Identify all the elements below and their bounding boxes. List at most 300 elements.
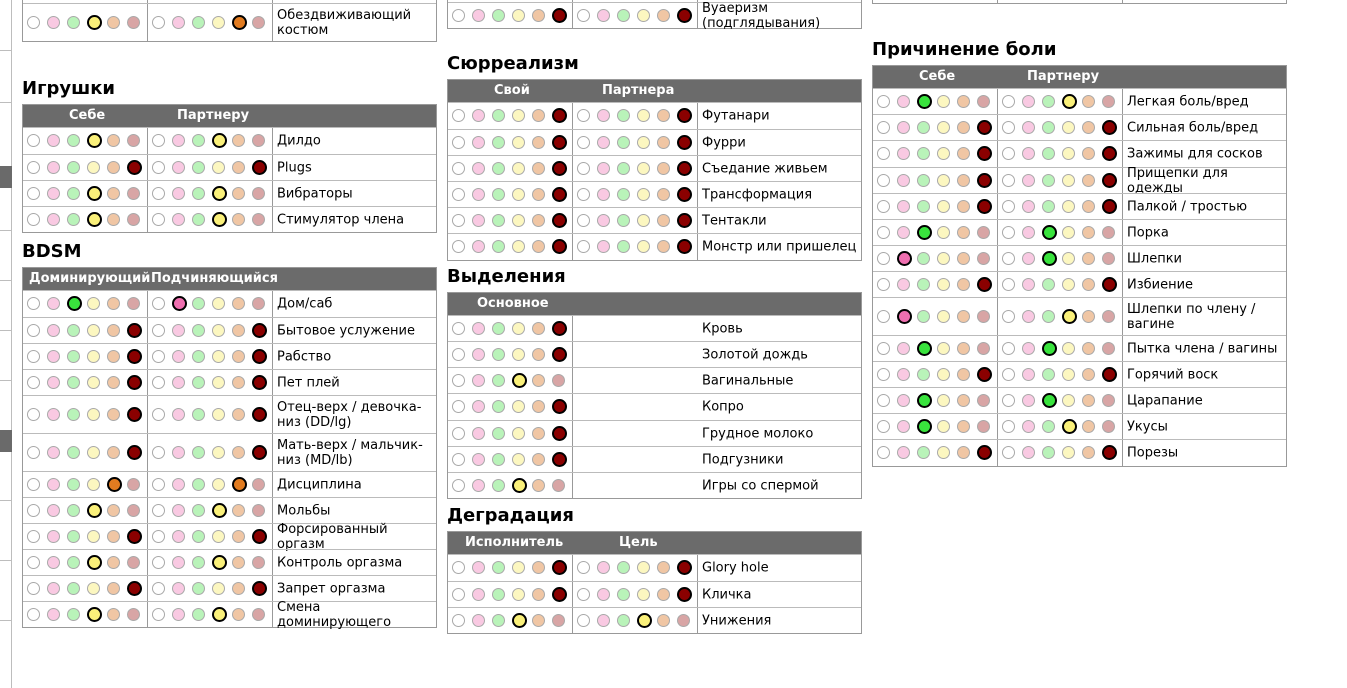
rating-dot-like[interactable] bbox=[917, 310, 930, 323]
rating-dot-okay[interactable] bbox=[512, 188, 525, 201]
rating-dot-favorite[interactable] bbox=[47, 16, 60, 29]
rating-dot-like[interactable] bbox=[917, 368, 930, 381]
rating-dot-maybe[interactable] bbox=[1082, 342, 1095, 355]
rating-dot-no[interactable] bbox=[552, 560, 567, 575]
rating-dot-no[interactable] bbox=[1102, 394, 1115, 407]
rating-dot-skip[interactable] bbox=[27, 408, 40, 421]
rating-dot-favorite[interactable] bbox=[172, 446, 185, 459]
rating-dot-favorite[interactable] bbox=[47, 408, 60, 421]
rating-dot-maybe[interactable] bbox=[532, 427, 545, 440]
rating-dot-no[interactable] bbox=[127, 375, 142, 390]
rating-dot-like[interactable] bbox=[1042, 121, 1055, 134]
rating-dot-favorite[interactable] bbox=[47, 134, 60, 147]
rating-dot-like[interactable] bbox=[67, 324, 80, 337]
rating-dot-maybe[interactable] bbox=[957, 368, 970, 381]
rating-dot-like[interactable] bbox=[492, 453, 505, 466]
rating-dot-favorite[interactable] bbox=[472, 374, 485, 387]
rating-dot-no[interactable] bbox=[252, 445, 267, 460]
rating-dot-okay[interactable] bbox=[1062, 226, 1075, 239]
rating-dot-skip[interactable] bbox=[1002, 420, 1015, 433]
rating-dot-like[interactable] bbox=[917, 393, 932, 408]
rating-dot-favorite[interactable] bbox=[1022, 342, 1035, 355]
rating-dot-maybe[interactable] bbox=[107, 556, 120, 569]
rating-dot-like[interactable] bbox=[492, 614, 505, 627]
rating-dot-skip[interactable] bbox=[1002, 121, 1015, 134]
rating-dot-okay[interactable] bbox=[1062, 309, 1077, 324]
rating-dot-skip[interactable] bbox=[577, 109, 590, 122]
rating-dot-no[interactable] bbox=[552, 399, 567, 414]
rating-dot-maybe[interactable] bbox=[532, 322, 545, 335]
rating-dot-skip[interactable] bbox=[27, 324, 40, 337]
rating-dot-okay[interactable] bbox=[512, 348, 525, 361]
rating-dot-maybe[interactable] bbox=[107, 477, 122, 492]
rating-dot-maybe[interactable] bbox=[1082, 121, 1095, 134]
rating-dot-no[interactable] bbox=[1102, 252, 1115, 265]
rating-dot-favorite[interactable] bbox=[472, 427, 485, 440]
rating-dot-favorite[interactable] bbox=[172, 556, 185, 569]
rating-dot-like[interactable] bbox=[917, 419, 932, 434]
rating-dot-favorite[interactable] bbox=[1022, 310, 1035, 323]
rating-dot-like[interactable] bbox=[917, 200, 930, 213]
rating-dot-skip[interactable] bbox=[452, 479, 465, 492]
rating-dot-favorite[interactable] bbox=[472, 588, 485, 601]
rating-dot-like[interactable] bbox=[192, 350, 205, 363]
rating-dot-maybe[interactable] bbox=[532, 588, 545, 601]
rating-dot-okay[interactable] bbox=[637, 240, 650, 253]
rating-dot-maybe[interactable] bbox=[1082, 252, 1095, 265]
rating-dot-skip[interactable] bbox=[152, 134, 165, 147]
rating-dot-like[interactable] bbox=[67, 556, 80, 569]
rating-dot-no[interactable] bbox=[552, 587, 567, 602]
rating-dot-no[interactable] bbox=[552, 213, 567, 228]
rating-dot-no[interactable] bbox=[552, 8, 567, 23]
rating-dot-favorite[interactable] bbox=[897, 251, 912, 266]
rating-dot-like[interactable] bbox=[192, 213, 205, 226]
rating-dot-okay[interactable] bbox=[212, 324, 225, 337]
rating-dot-no[interactable] bbox=[977, 342, 990, 355]
rating-dot-like[interactable] bbox=[1042, 420, 1055, 433]
rating-dot-no[interactable] bbox=[252, 504, 265, 517]
rating-dot-favorite[interactable] bbox=[47, 446, 60, 459]
rating-dot-like[interactable] bbox=[67, 350, 80, 363]
rating-dot-maybe[interactable] bbox=[657, 136, 670, 149]
rating-dot-okay[interactable] bbox=[937, 420, 950, 433]
rating-dot-skip[interactable] bbox=[27, 608, 40, 621]
rating-dot-like[interactable] bbox=[67, 134, 80, 147]
rating-dot-skip[interactable] bbox=[577, 162, 590, 175]
rating-dot-maybe[interactable] bbox=[232, 556, 245, 569]
rating-dot-no[interactable] bbox=[1102, 226, 1115, 239]
rating-dot-skip[interactable] bbox=[877, 147, 890, 160]
rating-dot-favorite[interactable] bbox=[47, 297, 60, 310]
rating-dot-favorite[interactable] bbox=[47, 608, 60, 621]
rating-dot-maybe[interactable] bbox=[1082, 278, 1095, 291]
rating-dot-like[interactable] bbox=[617, 561, 630, 574]
rating-dot-okay[interactable] bbox=[212, 555, 227, 570]
rating-dot-okay[interactable] bbox=[212, 408, 225, 421]
rating-dot-okay[interactable] bbox=[1062, 419, 1077, 434]
rating-dot-like[interactable] bbox=[67, 478, 80, 491]
rating-dot-skip[interactable] bbox=[1002, 147, 1015, 160]
rating-dot-favorite[interactable] bbox=[472, 614, 485, 627]
rating-dot-maybe[interactable] bbox=[657, 614, 670, 627]
rating-dot-okay[interactable] bbox=[937, 147, 950, 160]
rating-dot-favorite[interactable] bbox=[1022, 121, 1035, 134]
rating-dot-skip[interactable] bbox=[452, 400, 465, 413]
rating-dot-like[interactable] bbox=[1042, 225, 1057, 240]
rating-dot-okay[interactable] bbox=[212, 478, 225, 491]
rating-dot-skip[interactable] bbox=[152, 504, 165, 517]
rating-dot-favorite[interactable] bbox=[897, 342, 910, 355]
rating-dot-no[interactable] bbox=[127, 349, 142, 364]
rating-dot-like[interactable] bbox=[492, 479, 505, 492]
rating-dot-like[interactable] bbox=[67, 213, 80, 226]
rating-dot-favorite[interactable] bbox=[897, 174, 910, 187]
rating-dot-no[interactable] bbox=[977, 146, 992, 161]
rating-dot-skip[interactable] bbox=[452, 322, 465, 335]
rating-dot-favorite[interactable] bbox=[172, 187, 185, 200]
rating-dot-no[interactable] bbox=[552, 479, 565, 492]
rating-dot-no[interactable] bbox=[1102, 173, 1117, 188]
rating-dot-skip[interactable] bbox=[877, 368, 890, 381]
rating-dot-skip[interactable] bbox=[152, 530, 165, 543]
rating-dot-like[interactable] bbox=[192, 161, 205, 174]
rating-dot-maybe[interactable] bbox=[107, 16, 120, 29]
rating-dot-like[interactable] bbox=[917, 174, 930, 187]
rating-dot-like[interactable] bbox=[917, 252, 930, 265]
rating-dot-maybe[interactable] bbox=[532, 162, 545, 175]
rating-dot-favorite[interactable] bbox=[172, 582, 185, 595]
rating-dot-okay[interactable] bbox=[937, 121, 950, 134]
rating-dot-okay[interactable] bbox=[512, 214, 525, 227]
rating-dot-skip[interactable] bbox=[152, 187, 165, 200]
rating-dot-like[interactable] bbox=[917, 278, 930, 291]
rating-dot-okay[interactable] bbox=[212, 186, 227, 201]
rating-dot-okay[interactable] bbox=[512, 322, 525, 335]
rating-dot-like[interactable] bbox=[617, 614, 630, 627]
rating-dot-skip[interactable] bbox=[152, 408, 165, 421]
rating-dot-maybe[interactable] bbox=[532, 561, 545, 574]
rating-dot-like[interactable] bbox=[1042, 278, 1055, 291]
rating-dot-skip[interactable] bbox=[577, 188, 590, 201]
rating-dot-skip[interactable] bbox=[452, 214, 465, 227]
rating-dot-maybe[interactable] bbox=[232, 15, 247, 30]
rating-dot-okay[interactable] bbox=[87, 582, 100, 595]
rating-dot-okay[interactable] bbox=[637, 561, 650, 574]
rating-dot-okay[interactable] bbox=[212, 607, 227, 622]
rating-dot-skip[interactable] bbox=[452, 588, 465, 601]
rating-dot-skip[interactable] bbox=[877, 342, 890, 355]
rating-dot-favorite[interactable] bbox=[172, 296, 187, 311]
rating-dot-okay[interactable] bbox=[212, 297, 225, 310]
rating-dot-skip[interactable] bbox=[452, 109, 465, 122]
rating-dot-maybe[interactable] bbox=[232, 324, 245, 337]
rating-dot-like[interactable] bbox=[492, 109, 505, 122]
rating-dot-like[interactable] bbox=[617, 214, 630, 227]
rating-dot-favorite[interactable] bbox=[172, 608, 185, 621]
rating-dot-favorite[interactable] bbox=[897, 394, 910, 407]
rating-dot-no[interactable] bbox=[127, 160, 142, 175]
rating-dot-maybe[interactable] bbox=[532, 9, 545, 22]
rating-dot-favorite[interactable] bbox=[47, 504, 60, 517]
rating-dot-skip[interactable] bbox=[27, 213, 40, 226]
rating-dot-okay[interactable] bbox=[87, 186, 102, 201]
rating-dot-like[interactable] bbox=[67, 608, 80, 621]
rating-dot-maybe[interactable] bbox=[532, 348, 545, 361]
rating-dot-maybe[interactable] bbox=[957, 174, 970, 187]
rating-dot-okay[interactable] bbox=[512, 240, 525, 253]
rating-dot-no[interactable] bbox=[252, 556, 265, 569]
rating-dot-okay[interactable] bbox=[1062, 200, 1075, 213]
rating-dot-maybe[interactable] bbox=[232, 504, 245, 517]
rating-dot-like[interactable] bbox=[492, 214, 505, 227]
rating-dot-maybe[interactable] bbox=[232, 446, 245, 459]
rating-dot-no[interactable] bbox=[127, 187, 140, 200]
rating-dot-no[interactable] bbox=[127, 445, 142, 460]
rating-dot-like[interactable] bbox=[67, 530, 80, 543]
rating-dot-favorite[interactable] bbox=[172, 134, 185, 147]
rating-dot-okay[interactable] bbox=[212, 446, 225, 459]
rating-dot-okay[interactable] bbox=[637, 588, 650, 601]
rating-dot-okay[interactable] bbox=[212, 530, 225, 543]
rating-dot-maybe[interactable] bbox=[107, 297, 120, 310]
rating-dot-okay[interactable] bbox=[637, 136, 650, 149]
rating-dot-okay[interactable] bbox=[937, 310, 950, 323]
rating-dot-no[interactable] bbox=[677, 135, 692, 150]
rating-dot-skip[interactable] bbox=[152, 556, 165, 569]
rating-dot-favorite[interactable] bbox=[1022, 252, 1035, 265]
rating-dot-favorite[interactable] bbox=[472, 348, 485, 361]
rating-dot-no[interactable] bbox=[552, 452, 567, 467]
rating-dot-like[interactable] bbox=[192, 187, 205, 200]
rating-dot-skip[interactable] bbox=[452, 240, 465, 253]
rating-dot-favorite[interactable] bbox=[597, 588, 610, 601]
rating-dot-maybe[interactable] bbox=[232, 187, 245, 200]
rating-dot-favorite[interactable] bbox=[1022, 394, 1035, 407]
rating-dot-maybe[interactable] bbox=[1082, 226, 1095, 239]
rating-dot-okay[interactable] bbox=[212, 350, 225, 363]
rating-dot-skip[interactable] bbox=[27, 446, 40, 459]
rating-dot-no[interactable] bbox=[677, 239, 692, 254]
rating-dot-maybe[interactable] bbox=[957, 446, 970, 459]
rating-dot-okay[interactable] bbox=[512, 613, 527, 628]
rating-dot-favorite[interactable] bbox=[1022, 446, 1035, 459]
rating-dot-maybe[interactable] bbox=[107, 187, 120, 200]
rating-dot-no[interactable] bbox=[977, 310, 990, 323]
rating-dot-okay[interactable] bbox=[937, 394, 950, 407]
rating-dot-skip[interactable] bbox=[152, 297, 165, 310]
rating-dot-maybe[interactable] bbox=[107, 213, 120, 226]
rating-dot-no[interactable] bbox=[977, 420, 990, 433]
rating-dot-no[interactable] bbox=[1102, 445, 1117, 460]
rating-dot-okay[interactable] bbox=[1062, 368, 1075, 381]
rating-dot-maybe[interactable] bbox=[232, 376, 245, 389]
rating-dot-skip[interactable] bbox=[577, 614, 590, 627]
rating-dot-okay[interactable] bbox=[937, 226, 950, 239]
rating-dot-no[interactable] bbox=[252, 407, 267, 422]
rating-dot-like[interactable] bbox=[917, 341, 932, 356]
rating-dot-no[interactable] bbox=[977, 394, 990, 407]
rating-dot-like[interactable] bbox=[1042, 147, 1055, 160]
rating-dot-favorite[interactable] bbox=[597, 162, 610, 175]
rating-dot-maybe[interactable] bbox=[107, 376, 120, 389]
rating-dot-maybe[interactable] bbox=[657, 240, 670, 253]
rating-dot-okay[interactable] bbox=[937, 342, 950, 355]
rating-dot-no[interactable] bbox=[977, 277, 992, 292]
rating-dot-maybe[interactable] bbox=[107, 504, 120, 517]
rating-dot-no[interactable] bbox=[977, 367, 992, 382]
rating-dot-skip[interactable] bbox=[452, 453, 465, 466]
rating-dot-like[interactable] bbox=[617, 588, 630, 601]
rating-dot-maybe[interactable] bbox=[957, 420, 970, 433]
rating-dot-favorite[interactable] bbox=[172, 478, 185, 491]
rating-dot-skip[interactable] bbox=[1002, 310, 1015, 323]
rating-dot-maybe[interactable] bbox=[532, 188, 545, 201]
rating-dot-no[interactable] bbox=[252, 134, 265, 147]
rating-dot-favorite[interactable] bbox=[472, 400, 485, 413]
rating-dot-favorite[interactable] bbox=[47, 530, 60, 543]
rating-dot-okay[interactable] bbox=[212, 376, 225, 389]
rating-dot-like[interactable] bbox=[192, 556, 205, 569]
rating-dot-favorite[interactable] bbox=[472, 162, 485, 175]
rating-dot-like[interactable] bbox=[67, 16, 80, 29]
rating-dot-like[interactable] bbox=[492, 348, 505, 361]
rating-dot-okay[interactable] bbox=[637, 9, 650, 22]
rating-dot-maybe[interactable] bbox=[532, 240, 545, 253]
rating-dot-skip[interactable] bbox=[577, 588, 590, 601]
rating-dot-skip[interactable] bbox=[1002, 95, 1015, 108]
rating-dot-no[interactable] bbox=[552, 187, 567, 202]
rating-dot-okay[interactable] bbox=[937, 368, 950, 381]
rating-dot-skip[interactable] bbox=[27, 556, 40, 569]
rating-dot-skip[interactable] bbox=[1002, 226, 1015, 239]
rating-dot-like[interactable] bbox=[192, 297, 205, 310]
rating-dot-favorite[interactable] bbox=[597, 136, 610, 149]
rating-dot-no[interactable] bbox=[977, 120, 992, 135]
rating-dot-no[interactable] bbox=[1102, 420, 1115, 433]
rating-dot-okay[interactable] bbox=[87, 503, 102, 518]
rating-dot-like[interactable] bbox=[492, 400, 505, 413]
rating-dot-okay[interactable] bbox=[1062, 394, 1075, 407]
rating-dot-no[interactable] bbox=[977, 445, 992, 460]
rating-dot-no[interactable] bbox=[677, 108, 692, 123]
rating-dot-no[interactable] bbox=[677, 213, 692, 228]
rating-dot-skip[interactable] bbox=[577, 240, 590, 253]
rating-dot-okay[interactable] bbox=[87, 478, 100, 491]
rating-dot-favorite[interactable] bbox=[897, 420, 910, 433]
rating-dot-okay[interactable] bbox=[512, 561, 525, 574]
rating-dot-like[interactable] bbox=[917, 225, 932, 240]
rating-dot-no[interactable] bbox=[552, 374, 565, 387]
rating-dot-no[interactable] bbox=[252, 349, 267, 364]
rating-dot-skip[interactable] bbox=[27, 134, 40, 147]
rating-dot-skip[interactable] bbox=[577, 136, 590, 149]
rating-dot-favorite[interactable] bbox=[172, 16, 185, 29]
rating-dot-maybe[interactable] bbox=[957, 121, 970, 134]
rating-dot-like[interactable] bbox=[192, 408, 205, 421]
rating-dot-no[interactable] bbox=[977, 173, 992, 188]
rating-dot-no[interactable] bbox=[677, 8, 692, 23]
rating-dot-no[interactable] bbox=[252, 581, 267, 596]
rating-dot-okay[interactable] bbox=[637, 162, 650, 175]
rating-dot-like[interactable] bbox=[917, 94, 932, 109]
rating-dot-like[interactable] bbox=[1042, 393, 1057, 408]
rating-dot-skip[interactable] bbox=[452, 188, 465, 201]
rating-dot-no[interactable] bbox=[677, 560, 692, 575]
rating-dot-favorite[interactable] bbox=[472, 136, 485, 149]
rating-dot-skip[interactable] bbox=[152, 478, 165, 491]
rating-dot-favorite[interactable] bbox=[47, 478, 60, 491]
rating-dot-skip[interactable] bbox=[1002, 368, 1015, 381]
rating-dot-skip[interactable] bbox=[877, 252, 890, 265]
rating-dot-like[interactable] bbox=[492, 136, 505, 149]
rating-dot-no[interactable] bbox=[977, 252, 990, 265]
rating-dot-skip[interactable] bbox=[452, 136, 465, 149]
rating-dot-skip[interactable] bbox=[152, 582, 165, 595]
rating-dot-no[interactable] bbox=[127, 297, 140, 310]
rating-dot-favorite[interactable] bbox=[172, 213, 185, 226]
rating-dot-no[interactable] bbox=[677, 187, 692, 202]
rating-dot-no[interactable] bbox=[552, 161, 567, 176]
rating-dot-like[interactable] bbox=[492, 427, 505, 440]
rating-dot-okay[interactable] bbox=[512, 400, 525, 413]
rating-dot-maybe[interactable] bbox=[532, 214, 545, 227]
rating-dot-okay[interactable] bbox=[512, 109, 525, 122]
rating-dot-like[interactable] bbox=[917, 121, 930, 134]
rating-dot-like[interactable] bbox=[492, 561, 505, 574]
rating-dot-like[interactable] bbox=[917, 147, 930, 160]
rating-dot-favorite[interactable] bbox=[472, 479, 485, 492]
rating-dot-maybe[interactable] bbox=[657, 9, 670, 22]
rating-dot-skip[interactable] bbox=[1002, 394, 1015, 407]
rating-dot-skip[interactable] bbox=[452, 427, 465, 440]
rating-dot-skip[interactable] bbox=[1002, 278, 1015, 291]
rating-dot-maybe[interactable] bbox=[232, 350, 245, 363]
rating-dot-like[interactable] bbox=[192, 478, 205, 491]
rating-dot-favorite[interactable] bbox=[47, 324, 60, 337]
rating-dot-okay[interactable] bbox=[87, 446, 100, 459]
rating-dot-maybe[interactable] bbox=[1082, 147, 1095, 160]
rating-dot-favorite[interactable] bbox=[1022, 174, 1035, 187]
rating-dot-okay[interactable] bbox=[937, 200, 950, 213]
rating-dot-favorite[interactable] bbox=[472, 188, 485, 201]
rating-dot-skip[interactable] bbox=[27, 16, 40, 29]
rating-dot-maybe[interactable] bbox=[107, 608, 120, 621]
rating-dot-okay[interactable] bbox=[1062, 94, 1077, 109]
rating-dot-favorite[interactable] bbox=[47, 161, 60, 174]
rating-dot-favorite[interactable] bbox=[597, 188, 610, 201]
rating-dot-okay[interactable] bbox=[87, 161, 100, 174]
rating-dot-maybe[interactable] bbox=[107, 582, 120, 595]
rating-dot-okay[interactable] bbox=[87, 376, 100, 389]
rating-dot-no[interactable] bbox=[127, 407, 142, 422]
rating-dot-favorite[interactable] bbox=[897, 95, 910, 108]
rating-dot-okay[interactable] bbox=[937, 446, 950, 459]
rating-dot-favorite[interactable] bbox=[172, 324, 185, 337]
rating-dot-skip[interactable] bbox=[152, 161, 165, 174]
rating-dot-skip[interactable] bbox=[1002, 252, 1015, 265]
rating-dot-skip[interactable] bbox=[152, 376, 165, 389]
rating-dot-no[interactable] bbox=[977, 226, 990, 239]
rating-dot-maybe[interactable] bbox=[232, 477, 247, 492]
rating-dot-favorite[interactable] bbox=[897, 147, 910, 160]
rating-dot-skip[interactable] bbox=[877, 121, 890, 134]
rating-dot-favorite[interactable] bbox=[47, 376, 60, 389]
rating-dot-okay[interactable] bbox=[87, 212, 102, 227]
rating-dot-okay[interactable] bbox=[637, 214, 650, 227]
rating-dot-okay[interactable] bbox=[637, 188, 650, 201]
rating-dot-okay[interactable] bbox=[87, 607, 102, 622]
